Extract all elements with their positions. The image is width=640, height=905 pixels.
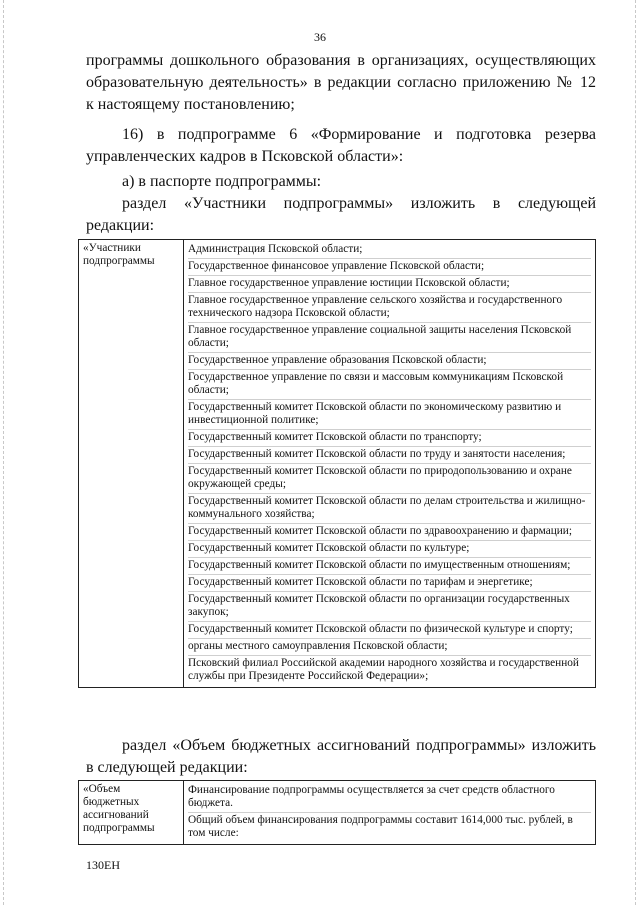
page-edge-right bbox=[635, 0, 637, 905]
list-item: Государственный комитет Псковской области по природопользованию и охране окружающей среды; bbox=[188, 464, 591, 494]
text-line: в следующей редакции: bbox=[86, 759, 248, 776]
list-item: органы местного самоуправления Псковской области; bbox=[188, 639, 591, 656]
list-item: Государственный комитет Псковской области по физической культуре и спорту; bbox=[188, 622, 591, 639]
list-item: Государственный комитет Псковской области по тарифам и энергетике; bbox=[188, 575, 591, 592]
text-line: раздел «Участники подпрограммы» изложить в следующей bbox=[122, 195, 596, 212]
text-line: редакции: bbox=[86, 217, 155, 234]
text-line: программы дошкольного образования в организациях, осуществляющих bbox=[86, 52, 596, 69]
text-line: управленческих кадров в Псковской области»: bbox=[86, 148, 404, 165]
page-number: 36 bbox=[314, 30, 326, 44]
budget-label-cell: «Объем бюджетных ассигнований подпрограммы bbox=[79, 781, 184, 845]
list-item: Главное государственное управление социальной защиты населения Псковской области; bbox=[188, 323, 591, 353]
text-line: образовательную деятельность» в редакции согласно приложению № 12 bbox=[86, 74, 596, 91]
paragraph-subprogram-6 bbox=[86, 124, 596, 168]
list-item: Государственное управление по связи и массовым коммуникациям Псковской области; bbox=[188, 370, 591, 400]
list-item: Государственный комитет Псковской области по культуре; bbox=[188, 541, 591, 558]
budget-content-cell bbox=[184, 781, 596, 845]
text-line: а) в паспорте подпрограммы: bbox=[122, 173, 322, 190]
list-item: Финансирование подпрограммы осуществляется за счет средств областного бюджета. bbox=[188, 783, 591, 813]
participants-label-cell: «Участники подпрограммы bbox=[79, 240, 184, 688]
list-item: Государственный комитет Псковской области по труду и занятости населения; bbox=[188, 447, 591, 464]
list-item: Государственный комитет Псковской области по организации государственных закупок; bbox=[188, 592, 591, 622]
list-item: Псковский филиал Российской академии народного хозяйства и государственной службы при Президенте Российской Федерации»; bbox=[188, 657, 579, 682]
paragraph-budget-section bbox=[86, 735, 596, 757]
list-item: Государственный комитет Псковской области по делам строительства и жилищно-коммунального хозяйства; bbox=[188, 494, 591, 524]
table-row bbox=[79, 240, 596, 688]
list-item: Государственный комитет Псковской области по транспорту; bbox=[188, 430, 591, 447]
paragraph-participants-section bbox=[86, 193, 596, 237]
list-item: Государственный комитет Псковской области по экономическому развитию и инвестиционной политике; bbox=[188, 400, 591, 430]
paragraph-passport bbox=[86, 171, 596, 193]
participants-table bbox=[78, 239, 596, 688]
text-line: раздел «Объем бюджетных ассигнований подпрограммы» изложить bbox=[122, 737, 596, 754]
table-row bbox=[79, 781, 596, 845]
list-item: Главное государственное управление сельского хозяйства и государственного технического надзора Псковской области; bbox=[188, 293, 591, 323]
paragraph-budget-section-end bbox=[86, 757, 596, 779]
list-item: Государственный комитет Псковской области по здравоохранению и фармации; bbox=[188, 524, 591, 541]
participants-list-cell bbox=[184, 240, 596, 688]
document-code: 130ЕН bbox=[86, 858, 120, 872]
list-item: Государственное управление образования Псковской области; bbox=[188, 353, 591, 370]
budget-table bbox=[78, 780, 596, 845]
text-line: к настоящему постановлению; bbox=[86, 96, 295, 113]
paragraph-preschool-programs bbox=[86, 50, 596, 116]
list-item: Государственное финансовое управление Псковской области; bbox=[188, 259, 591, 276]
list-item: Администрация Псковской области; bbox=[188, 242, 591, 259]
list-item: Главное государственное управление юстиции Псковской области; bbox=[188, 276, 591, 293]
page-edge-left bbox=[3, 0, 5, 905]
list-item: Государственный комитет Псковской области по имущественным отношениям; bbox=[188, 558, 591, 575]
text-line: 16) в подпрограмме 6 «Формирование и подготовка резерва bbox=[122, 126, 596, 143]
list-item: Общий объем финансирования подпрограммы составит 1614,000 тыс. рублей, в том числе: bbox=[188, 814, 573, 839]
